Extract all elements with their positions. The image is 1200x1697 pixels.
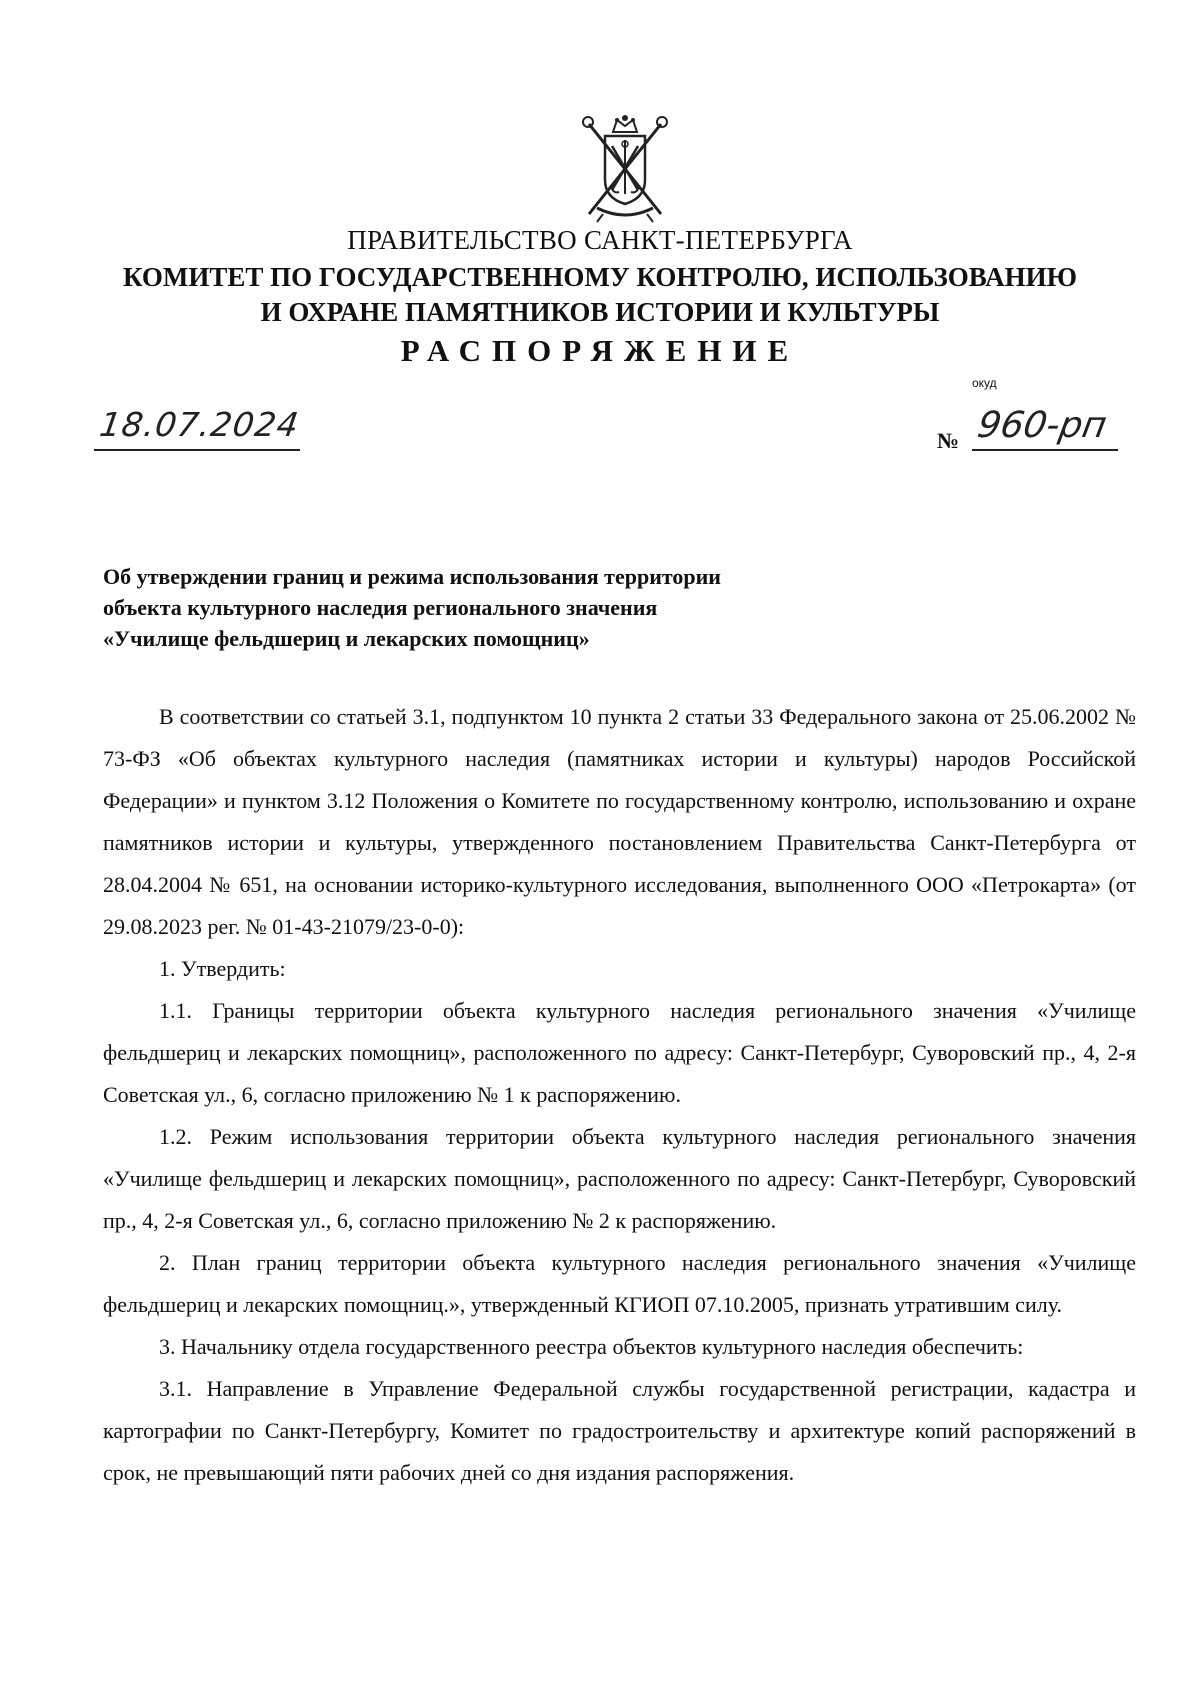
paragraph-3-1: 3.1. Направление в Управление Федеральной службы государственной регистрации, кадастра и картографии по Санкт-Петербургу, Комитет по градостроительству и архитектуре копий распоряжений в срок, не превышающий пяти рабочих дней со дня издания распоряжения. <box>103 1376 1136 1485</box>
okud-label: окуд <box>972 376 997 390</box>
paragraph-2: 2. План границ территории объекта культурного наследия регионального значения «Училище фельдшериц и лекарских помощниц.», утвержденный КГИОП 07.10.2005, признать утратившим силу. <box>103 1250 1136 1317</box>
subject-line3: «Училище фельдшериц и лекарских помощниц» <box>103 626 590 651</box>
committee-title <box>0 260 1200 330</box>
paragraph-intro: В соответствии со статьей 3.1, подпунктом 10 пункта 2 статьи 33 Федерального закона от 25.06.2002 № 73-ФЗ «Об объектах культурного наследия (памятниках истории и культуры) народов Российской Федерации» и пунктом 3.12 Положения о Комитете по государственному контролю, использованию и охране памятников истории и культуры, утвержденного постановлением Правительства Санкт-Петербурга от 28.04.2004 № 651, на основании историко-культурного исследования, выполненного ООО «Петрокарта» (от 29.08.2023 рег. № 01-43-21079/23-0-0): <box>103 704 1136 939</box>
handwritten-number <box>974 405 1118 457</box>
coat-of-arms-icon <box>575 110 675 225</box>
number-label: № <box>937 428 960 453</box>
government-title: ПРАВИТЕЛЬСТВО САНКТ-ПЕТЕРБУРГА <box>347 225 853 255</box>
document-type: РАСПОРЯЖЕНИЕ <box>400 333 800 368</box>
paragraph-3: 3. Начальнику отдела государственного реестра объектов культурного наследия обеспечить: <box>159 1334 1024 1359</box>
subject-heading <box>103 561 721 654</box>
document-body <box>103 696 1136 1494</box>
paragraph-1-2: 1.2. Режим использования территории объекта культурного наследия регионального значения «Училище фельдшериц и лекарских помощниц», расположенного по адресу: Санкт-Петербург, Суворовский пр., 4, 2-я Советская ул., 6, согласно приложению № 2 к распоряжению. <box>103 1124 1136 1233</box>
committee-title-line2: И ОХРАНЕ ПАМЯТНИКОВ ИСТОРИИ И КУЛЬТУРЫ <box>260 297 940 327</box>
handwritten-date <box>97 405 302 457</box>
paragraph-1-1: 1.1. Границы территории объекта культурного наследия регионального значения «Училище фельдшериц и лекарских помощниц», расположенного по адресу: Санкт-Петербург, Суворовский пр., 4, 2-я Советская ул., 6, согласно приложению № 1 к распоряжению. <box>103 998 1136 1107</box>
subject-line2: объекта культурного наследия регионального значения <box>103 595 658 620</box>
date-underline <box>94 449 300 451</box>
number-underline <box>972 449 1118 451</box>
subject-line1: Об утверждении границ и режима использования территории <box>103 564 721 589</box>
date-value: 18.07.2024 <box>97 405 302 444</box>
number-value: 960-рп <box>974 405 1110 446</box>
paragraph-1: 1. Утвердить: <box>159 956 286 981</box>
committee-title-line1: КОМИТЕТ ПО ГОСУДАРСТВЕННОМУ КОНТРОЛЮ, ИСПОЛЬЗОВАНИЮ <box>123 262 1077 292</box>
